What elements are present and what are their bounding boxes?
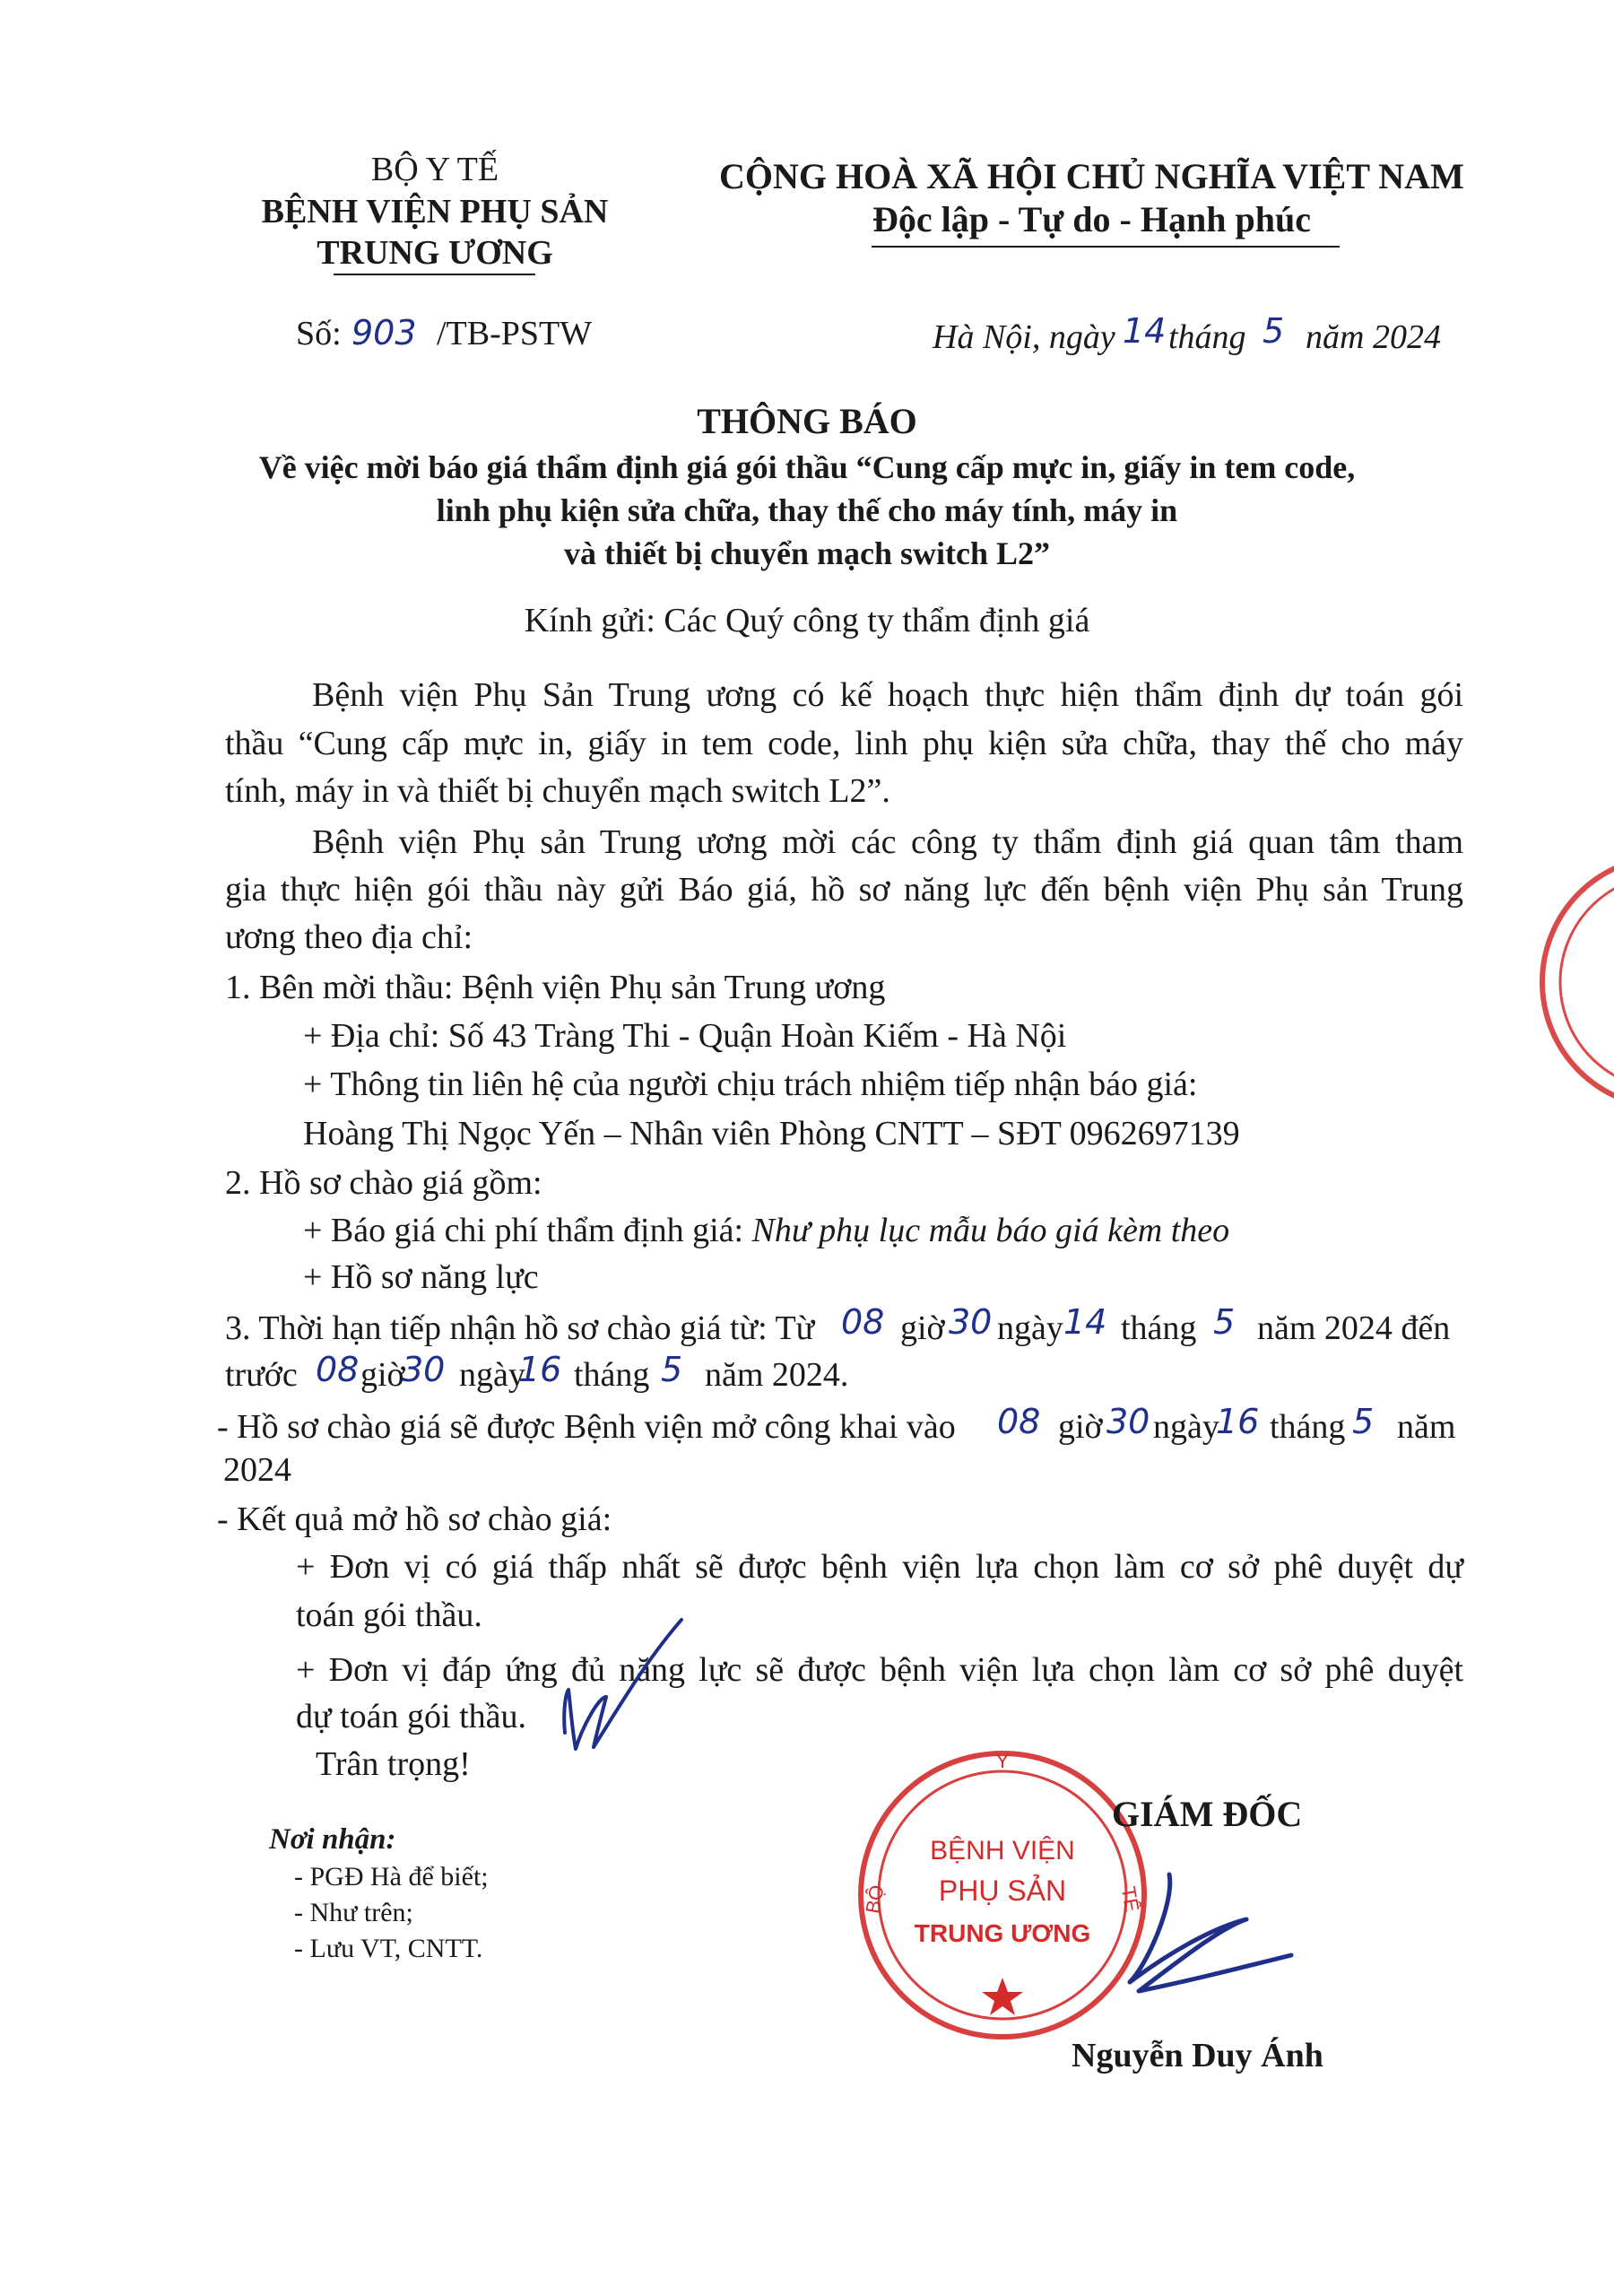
- paragraph1-line1: Bệnh viện Phụ Sản Trung ương có kế hoạch thực hiện thẩm định dự toán gói: [312, 676, 1463, 714]
- initials-mark: [547, 1614, 690, 1758]
- seal-ring-top: Y: [995, 1750, 1010, 1772]
- open-min-handwritten: 30: [1106, 1402, 1150, 1441]
- item3-tail1: năm 2024 đến: [1257, 1309, 1451, 1347]
- item3-month2-handwritten: 5: [661, 1350, 683, 1389]
- item3-min1-handwritten: 30: [949, 1302, 993, 1342]
- item2-quote-italic: Như phụ lục mẫu báo giá kèm theo: [751, 1212, 1230, 1249]
- item3-ngay2: ngày: [459, 1356, 525, 1394]
- item3-prefix: 3. Thời hạn tiếp nhận hồ sơ chào giá từ: Từ: [225, 1309, 815, 1347]
- item3-hour1-handwritten: 08: [841, 1302, 885, 1342]
- item3-day1-handwritten: 14: [1063, 1302, 1107, 1342]
- subject-line3: và thiết bị chuyển mạch switch L2”: [563, 535, 1051, 571]
- hospital-name-line1: BỆNH VIỆN PHỤ SẢN: [261, 193, 609, 230]
- date-year: năm 2024: [1306, 318, 1441, 356]
- item2-quote: [303, 1213, 1229, 1248]
- paragraph2-line2: gia thực hiện gói thầu này gửi Báo giá, hồ sơ năng lực đến bệnh viện Phụ sản Trung: [225, 871, 1463, 909]
- paragraph1-line3: tính, máy in và thiết bị chuyển mạch switch L2”.: [225, 772, 890, 810]
- national-motto: Độc lập - Tự do - Hạnh phúc: [872, 199, 1311, 239]
- date-prefix: Hà Nội, ngày: [933, 318, 1115, 356]
- open-thang: tháng: [1270, 1408, 1346, 1446]
- seal-line3: TRUNG ƯƠNG: [914, 1919, 1091, 1947]
- item3-truoc: trước: [225, 1356, 298, 1394]
- item2-quote-label: + Báo giá chi phí thẩm định giá:: [303, 1212, 752, 1249]
- noi-nhan-label: Nơi nhận:: [269, 1823, 396, 1856]
- item3-day2-handwritten: 16: [518, 1350, 562, 1389]
- item2-heading: 2. Hồ sơ chào giá gồm:: [225, 1164, 542, 1202]
- signer-title: GIÁM ĐỐC: [1112, 1794, 1303, 1834]
- seal-ring-right: TẾ: [1116, 1884, 1144, 1914]
- open-ngay: ngày: [1153, 1408, 1219, 1446]
- paragraph2-line3: ương theo địa chỉ:: [225, 918, 473, 956]
- doc-number-label: Số:: [296, 315, 342, 352]
- result-b-line1: + Đơn vị đáp ứng đủ năng lực sẽ được bệnh viện lựa chọn làm cơ sở phê duyệt: [296, 1651, 1463, 1689]
- country-name: CỘNG HOÀ XÃ HỘI CHỦ NGHĨA VIỆT NAM: [719, 156, 1464, 196]
- item2-capability: + Hồ sơ năng lực: [303, 1258, 539, 1296]
- director-signature: [1112, 1857, 1309, 2000]
- date-month-handwritten: 5: [1263, 311, 1285, 351]
- motto-underline: [872, 246, 1340, 248]
- subject-line2: linh phụ kiện sửa chữa, thay thế cho máy tính, máy in: [436, 492, 1178, 528]
- item1-bidder: 1. Bên mời thầu: Bệnh viện Phụ sản Trung ương: [225, 969, 886, 1006]
- item3-ngay1: ngày: [997, 1309, 1063, 1347]
- open-gio: giờ: [1058, 1408, 1103, 1446]
- item3-hour2-handwritten: 08: [316, 1350, 360, 1389]
- date-month-label: tháng: [1168, 318, 1246, 356]
- result-a-line2: toán gói thầu.: [296, 1596, 482, 1634]
- item3-thang2: tháng: [574, 1356, 650, 1394]
- recipient-line: Kính gửi: Các Quý công ty thẩm định giá: [524, 602, 1090, 639]
- noi-nhan-item: - Như trên;: [294, 1898, 413, 1927]
- open-hour-handwritten: 08: [997, 1402, 1041, 1441]
- seal-line2: PHỤ SẢN: [938, 1874, 1067, 1907]
- subject-line1: Về việc mời báo giá thẩm định giá gói thầu “Cung cấp mực in, giấy in tem code,: [258, 449, 1356, 485]
- seal-ring-left: BỘ: [861, 1883, 889, 1916]
- doc-number-handwritten: 903: [351, 313, 417, 352]
- seal-star-icon: [982, 1978, 1023, 2015]
- document-title: THÔNG BÁO: [697, 401, 917, 441]
- open-day-handwritten: 16: [1216, 1402, 1260, 1441]
- noi-nhan-item: - Lưu VT, CNTT.: [294, 1934, 483, 1963]
- result-heading: - Kết quả mở hồ sơ chào giá:: [217, 1500, 612, 1538]
- open-nam: năm: [1397, 1408, 1456, 1446]
- doc-number-suffix: /TB-PSTW: [437, 315, 593, 352]
- noi-nhan-item: - PGĐ Hà để biết;: [294, 1862, 489, 1892]
- item1-address: + Địa chỉ: Số 43 Tràng Thi - Quận Hoàn Kiếm - Hà Nội: [303, 1017, 1067, 1055]
- open-prefix: - Hồ sơ chào giá sẽ được Bệnh viện mở công khai vào: [217, 1408, 956, 1446]
- paragraph1-line2: thầu “Cung cấp mực in, giấy in tem code, linh phụ kiện sửa chữa, thay thế cho máy: [225, 725, 1463, 762]
- paragraph2-line1: Bệnh viện Phụ sản Trung ương mời các công ty thẩm định giá quan tâm tham: [312, 823, 1463, 861]
- item3-month1-handwritten: 5: [1213, 1302, 1236, 1342]
- result-a-line1: + Đơn vị có giá thấp nhất sẽ được bệnh viện lựa chọn làm cơ sở phê duyệt dự: [296, 1548, 1463, 1586]
- header-left-underline: [334, 274, 535, 275]
- item3-tail2: năm 2024.: [705, 1356, 849, 1394]
- open-month-handwritten: 5: [1352, 1402, 1375, 1441]
- hospital-seal: [850, 1743, 1155, 2048]
- item1-contact: + Thông tin liên hệ của người chịu trách nhiệm tiếp nhận báo giá:: [303, 1065, 1198, 1103]
- date-day-handwritten: 14: [1123, 311, 1167, 351]
- ministry-name: BỘ Y TẾ: [370, 151, 499, 188]
- open-year: 2024: [223, 1451, 291, 1489]
- item3-gio1: giờ: [900, 1309, 945, 1347]
- item3-min2-handwritten: 30: [402, 1350, 446, 1389]
- item3-gio2: giờ: [360, 1356, 405, 1394]
- hospital-name-line2: TRUNG ƯƠNG: [317, 234, 553, 272]
- seal-line1: BỆNH VIỆN: [930, 1836, 1075, 1866]
- closing-regards: Trân trọng!: [316, 1745, 471, 1783]
- item1-person: Hoàng Thị Ngọc Yến – Nhân viên Phòng CNTT – SĐT 0962697139: [303, 1115, 1240, 1152]
- partial-seal-edge: [1524, 848, 1614, 1117]
- signer-name: Nguyễn Duy Ánh: [1072, 2037, 1323, 2074]
- result-b-line2: dự toán gói thầu.: [296, 1698, 527, 1735]
- item3-thang1: tháng: [1121, 1309, 1197, 1347]
